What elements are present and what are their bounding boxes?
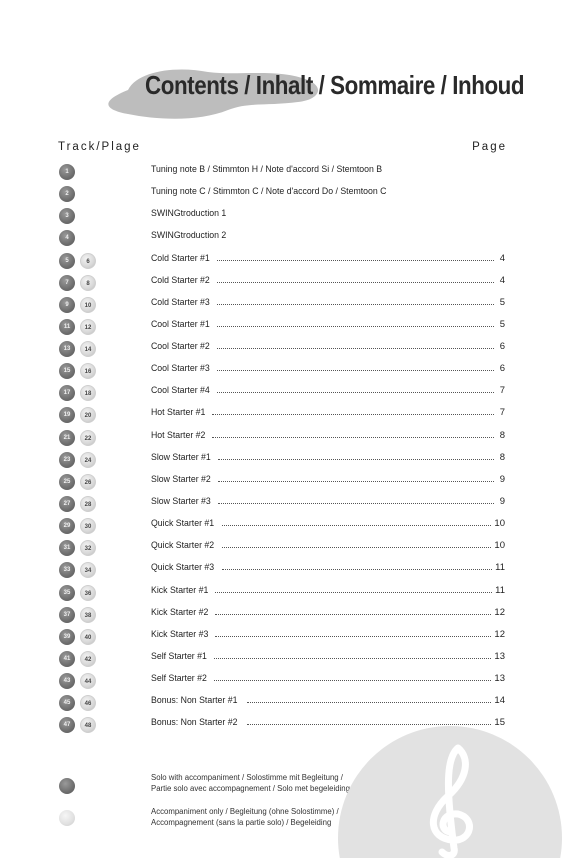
toc-entry — [151, 629, 505, 645]
toc-page-number: 7 — [499, 407, 505, 419]
toc-entry-title: Cold Starter #1 — [151, 252, 210, 264]
toc-row — [0, 383, 584, 403]
page-title: Contents / Inhalt / Sommaire / Inhoud — [145, 70, 525, 100]
toc-entry — [151, 496, 505, 512]
toc-row — [0, 361, 584, 381]
toc-entry-title: Slow Starter #3 — [151, 495, 211, 507]
track-disc-accompaniment: 20 — [80, 407, 96, 423]
toc-entry — [151, 363, 505, 379]
toc-entry — [151, 385, 505, 401]
toc-row — [0, 560, 584, 580]
legend-solo-line-2: Partie solo avec accompagnement / Solo met begeleiding — [151, 784, 350, 793]
toc-entry-title: Cool Starter #1 — [151, 318, 210, 330]
toc-entry — [151, 297, 505, 313]
toc-entry — [151, 186, 505, 202]
toc-entry-title: Self Starter #2 — [151, 673, 207, 684]
dot-leader — [214, 657, 492, 659]
track-disc-accompaniment: 42 — [80, 651, 96, 667]
toc-row — [0, 339, 584, 359]
dot-leader — [217, 391, 494, 393]
toc-entry-title: Quick Starter #3 — [151, 562, 215, 574]
toc-entry — [151, 474, 505, 490]
track-disc-solo: 13 — [59, 341, 75, 357]
track-column-header: Track/Plage — [58, 141, 141, 153]
toc-entry — [151, 230, 505, 246]
toc-row — [0, 206, 584, 226]
track-disc-solo: 2 — [59, 186, 75, 202]
toc-page-number: 10 — [494, 518, 505, 530]
toc-row — [0, 538, 584, 558]
toc-row — [0, 583, 584, 603]
track-disc-solo: 41 — [59, 651, 75, 667]
track-disc-solo: 31 — [59, 540, 75, 556]
toc-page-number: 6 — [499, 341, 505, 352]
toc-page-number: 12 — [494, 606, 505, 618]
toc-page-number: 7 — [499, 385, 505, 397]
track-disc-accompaniment: 14 — [80, 341, 96, 357]
toc-page-number: 4 — [499, 274, 505, 286]
toc-entry — [151, 607, 505, 623]
track-disc-accompaniment: 10 — [80, 297, 96, 313]
toc-entry — [151, 319, 505, 335]
track-disc-accompaniment: 48 — [80, 717, 96, 733]
track-disc-solo: 4 — [59, 230, 75, 246]
toc-entry-title: Hot Starter #2 — [151, 429, 206, 441]
dot-leader — [218, 480, 494, 482]
track-disc-solo: 47 — [59, 717, 75, 733]
toc-entry-title: Cool Starter #4 — [151, 385, 210, 397]
toc-entry-title: Hot Starter #1 — [151, 407, 206, 419]
toc-page-number: 8 — [499, 451, 505, 463]
toc-row — [0, 273, 584, 293]
track-disc-accompaniment: 30 — [80, 518, 96, 534]
toc-row — [0, 516, 584, 536]
toc-row — [0, 494, 584, 514]
track-disc-accompaniment: 16 — [80, 363, 96, 379]
toc-entry — [151, 253, 505, 269]
toc-page-number: 4 — [499, 252, 505, 264]
toc-page-number: 9 — [499, 495, 505, 507]
toc-page-number: 5 — [499, 318, 505, 330]
track-disc-accompaniment: 28 — [80, 496, 96, 512]
track-disc-accompaniment: 24 — [80, 452, 96, 468]
dot-leader — [222, 524, 492, 526]
toc-entry-title: Cool Starter #3 — [151, 363, 210, 375]
track-disc-accompaniment: 12 — [80, 319, 96, 335]
dot-leader — [217, 259, 494, 261]
toc-page-number: 6 — [499, 363, 505, 375]
dot-leader — [217, 347, 494, 349]
toc-entry — [151, 275, 505, 291]
track-disc-solo: 39 — [59, 629, 75, 645]
toc-row — [0, 627, 584, 647]
toc-entry — [151, 518, 505, 534]
toc-entry-title: Tuning note B / Stimmton H / Note d'accord Si / Stemtoon B — [151, 164, 383, 175]
toc-entry-title: Quick Starter #2 — [151, 540, 215, 552]
track-disc-accompaniment: 34 — [80, 562, 96, 578]
toc-page-number: 5 — [499, 296, 505, 308]
dot-leader — [212, 436, 494, 438]
track-disc-accompaniment: 44 — [80, 673, 96, 689]
toc-entry-title: Slow Starter #1 — [151, 451, 211, 463]
dot-leader — [214, 679, 492, 681]
track-disc-solo: 3 — [59, 208, 75, 224]
track-disc-solo: 37 — [59, 607, 75, 623]
toc-entry-title: Bonus: Non Starter #2 — [151, 717, 238, 729]
track-disc-solo: 45 — [59, 695, 75, 711]
dot-leader — [222, 568, 492, 570]
toc-entry-title: Cool Starter #2 — [151, 341, 210, 352]
track-disc-solo: 11 — [59, 319, 75, 335]
track-disc-solo: 19 — [59, 407, 75, 423]
dot-leader — [215, 635, 491, 637]
toc-row — [0, 251, 584, 271]
toc-entry — [151, 407, 505, 423]
treble-clef-icon — [330, 718, 570, 858]
accompaniment-track-disc-icon — [59, 810, 75, 826]
dot-leader — [217, 303, 494, 305]
track-disc-solo: 17 — [59, 385, 75, 401]
track-disc-solo: 43 — [59, 673, 75, 689]
toc-row — [0, 162, 584, 182]
toc-entry-title: Self Starter #1 — [151, 650, 207, 662]
legend-accompaniment-line-1: Accompaniment only / Begleitung (ohne Solostimme) / — [151, 807, 339, 816]
track-disc-accompaniment: 46 — [80, 695, 96, 711]
toc-entry — [151, 540, 505, 556]
toc-entry-title: Bonus: Non Starter #1 — [151, 695, 238, 707]
track-disc-solo: 9 — [59, 297, 75, 313]
toc-page-number: 13 — [494, 650, 505, 662]
track-disc-accompaniment: 26 — [80, 474, 96, 490]
toc-entry — [151, 341, 505, 357]
toc-entry-title: Cold Starter #3 — [151, 296, 210, 308]
toc-page-number: 11 — [495, 562, 505, 574]
toc-entry — [151, 695, 505, 711]
track-disc-solo: 29 — [59, 518, 75, 534]
toc-row — [0, 405, 584, 425]
toc-page-number: 9 — [499, 473, 505, 485]
toc-row — [0, 428, 584, 448]
solo-track-disc-icon — [59, 778, 75, 794]
toc-row — [0, 228, 584, 248]
dot-leader — [217, 369, 494, 371]
track-disc-solo: 27 — [59, 496, 75, 512]
toc-row — [0, 693, 584, 713]
dot-leader — [212, 413, 494, 415]
toc-entry-title: Kick Starter #2 — [151, 606, 209, 618]
toc-page-number: 15 — [494, 717, 505, 729]
track-disc-solo: 23 — [59, 452, 75, 468]
toc-page-number: 14 — [494, 695, 505, 707]
track-disc-accompaniment: 18 — [80, 385, 96, 401]
toc-entry — [151, 562, 505, 578]
toc-entry — [151, 164, 505, 180]
toc-entry-title: Tuning note C / Stimmton C / Note d'accord Do / Stemtoon C — [151, 186, 387, 198]
track-disc-solo: 5 — [59, 253, 75, 269]
track-disc-solo: 7 — [59, 275, 75, 291]
toc-entry-title: Cold Starter #2 — [151, 274, 210, 286]
toc-entry-title: Kick Starter #3 — [151, 628, 209, 640]
legend-accompaniment-line-2: Accompagnement (sans la partie solo) / Begeleiding — [151, 818, 332, 827]
toc-entry — [151, 651, 505, 667]
toc-page-number: 12 — [494, 628, 505, 640]
toc-row — [0, 184, 584, 204]
dot-leader — [218, 458, 494, 460]
dot-leader — [215, 591, 492, 593]
dot-leader — [217, 325, 494, 327]
toc-page-number: 8 — [499, 429, 505, 441]
track-disc-solo: 25 — [59, 474, 75, 490]
toc-row — [0, 472, 584, 492]
toc-entry — [151, 585, 505, 601]
toc-row — [0, 605, 584, 625]
track-disc-accompaniment: 40 — [80, 629, 96, 645]
track-disc-solo: 35 — [59, 585, 75, 601]
toc-row — [0, 671, 584, 691]
toc-page-number: 11 — [495, 584, 505, 596]
dot-leader — [218, 502, 494, 504]
toc-entry-title: Quick Starter #1 — [151, 518, 215, 530]
toc-entry — [151, 208, 505, 224]
toc-entry-title: Kick Starter #1 — [151, 584, 209, 596]
dot-leader — [215, 613, 491, 615]
track-disc-accompaniment: 22 — [80, 430, 96, 446]
track-disc-solo: 1 — [59, 164, 75, 180]
track-disc-solo: 15 — [59, 363, 75, 379]
page-column-header: Page — [472, 141, 507, 153]
track-disc-accompaniment: 36 — [80, 585, 96, 601]
toc-row — [0, 295, 584, 315]
toc-row — [0, 317, 584, 337]
toc-row — [0, 649, 584, 669]
toc-entry — [151, 452, 505, 468]
dot-leader — [222, 546, 492, 548]
toc-entry-title: SWINGtroduction 1 — [151, 208, 227, 220]
dot-leader — [217, 281, 494, 283]
toc-entry-title: Slow Starter #2 — [151, 473, 211, 485]
legend-solo-line-1: Solo with accompaniment / Solostimme mit Begleitung / — [151, 773, 343, 782]
track-disc-accompaniment: 38 — [80, 607, 96, 623]
track-disc-solo: 21 — [59, 430, 75, 446]
toc-page-number: 13 — [494, 673, 505, 684]
toc-page-number: 10 — [494, 540, 505, 552]
toc-entry — [151, 673, 505, 689]
track-disc-accompaniment: 8 — [80, 275, 96, 291]
toc-entry — [151, 430, 505, 446]
track-disc-accompaniment: 32 — [80, 540, 96, 556]
dot-leader — [247, 701, 491, 703]
track-disc-accompaniment: 6 — [80, 253, 96, 269]
toc-row — [0, 450, 584, 470]
toc-entry-title: SWINGtroduction 2 — [151, 230, 227, 242]
track-disc-solo: 33 — [59, 562, 75, 578]
